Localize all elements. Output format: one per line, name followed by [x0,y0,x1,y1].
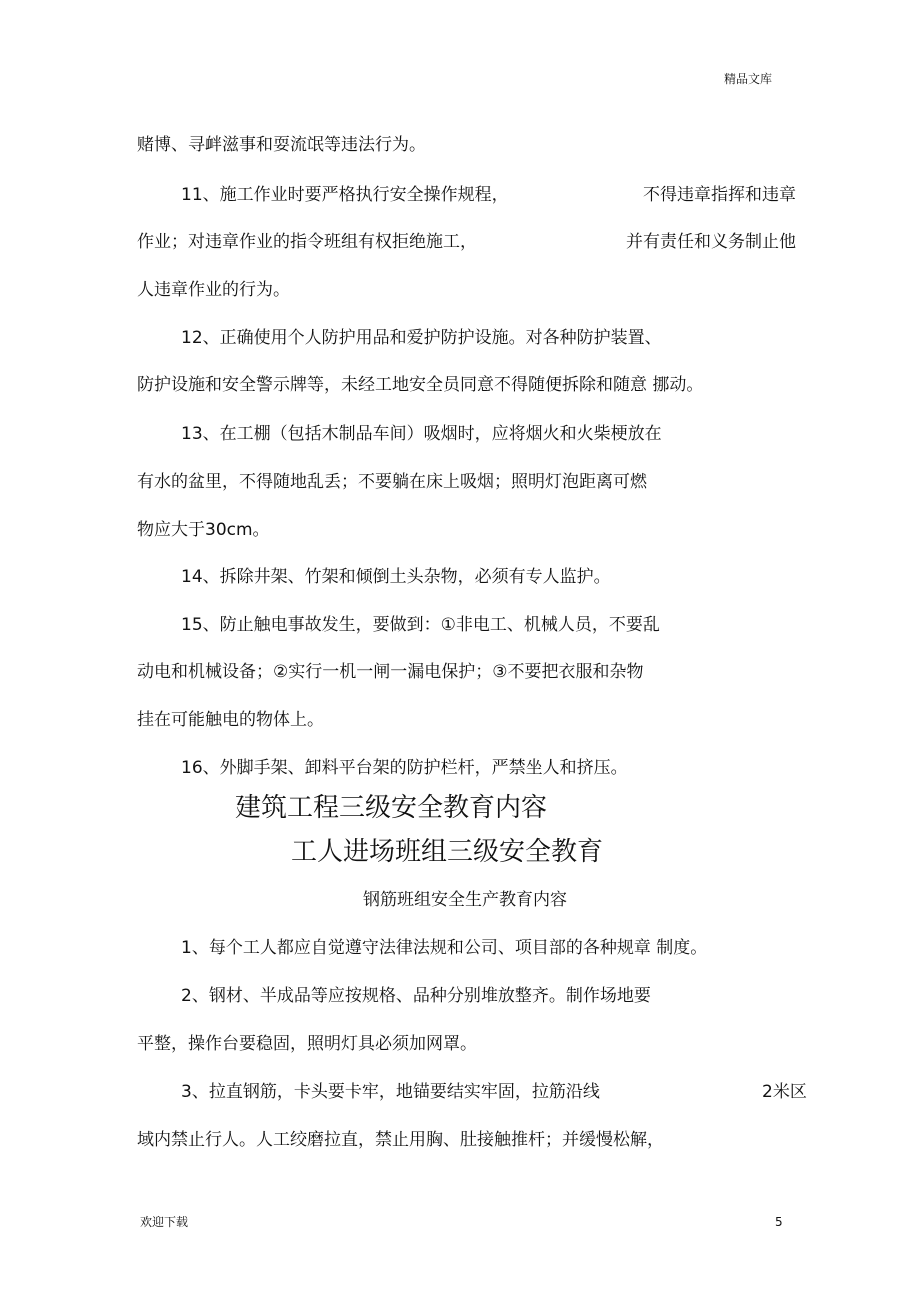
text-line: 平整，操作台要稳固，照明灯具必须加网罩。 [137,1034,477,1054]
header-library-name: 精品文库 [724,72,773,86]
text-line: 有水的盆里，不得随地乱丢；不要躺在床上吸烟；照明灯泡距离可燃 [137,472,647,492]
text-line: 域内禁止行人。人工绞磨拉直，禁止用胸、肚接触推杆；并缓慢松解， [137,1130,664,1150]
text-line: 12、正确使用个人防护用品和爱护防护设施。对各种防护装置、 [181,328,662,348]
text-line: 2米区 [762,1082,807,1102]
text-line: 动电和机械设备；②实行一机一闸一漏电保护；③不要把衣服和杂物 [137,662,644,682]
text-line: 14、拆除井架、竹架和倾倒土头杂物，必须有专人监护。 [181,567,611,587]
text-line: 16、外脚手架、卸料平台架的防护栏杆，严禁坐人和挤压。 [181,758,628,778]
text-line: 3、拉直钢筋，卡头要卡牢，地锚要结实牢固，拉筋沿线 [181,1082,600,1102]
text-line: 不得违章指挥和违章 [643,185,796,205]
text-line: 人违章作业的行为。 [137,280,290,300]
footer-text: 欢迎下载 [140,1215,189,1229]
text-line: 防护设施和安全警示牌等，未经工地安全员同意不得随便拆除和随意 挪动。 [137,375,704,395]
page-number: 5 [775,1215,783,1229]
text-line: 物应大于30cm。 [137,520,270,540]
section-subtitle: 钢筋班组安全生产教育内容 [363,890,567,910]
text-line: 并有责任和义务制止他 [626,232,796,252]
document-title: 工人进场班组三级安全教育 [291,837,604,867]
text-line: 作业；对违章作业的指令班组有权拒绝施工， [137,232,477,252]
text-line: 13、在工棚（包括木制品车间）吸烟时，应将烟火和火柴梗放在 [181,424,662,444]
text-line: 15、防止触电事故发生，要做到：①非电工、机械人员，不要乱 [181,615,660,635]
text-line: 2、钢材、半成品等应按规格、品种分别堆放整齐。制作场地要 [181,986,651,1006]
document-title: 建筑工程三级安全教育内容 [235,793,548,823]
text-line: 挂在可能触电的物体上。 [137,710,324,730]
text-line: 1、每个工人都应自觉遵守法律法规和公司、项目部的各种规章 制度。 [181,938,708,958]
text-line: 赌博、寻衅滋事和耍流氓等违法行为。 [137,135,426,155]
text-line: 11、施工作业时要严格执行安全操作规程， [181,185,509,205]
